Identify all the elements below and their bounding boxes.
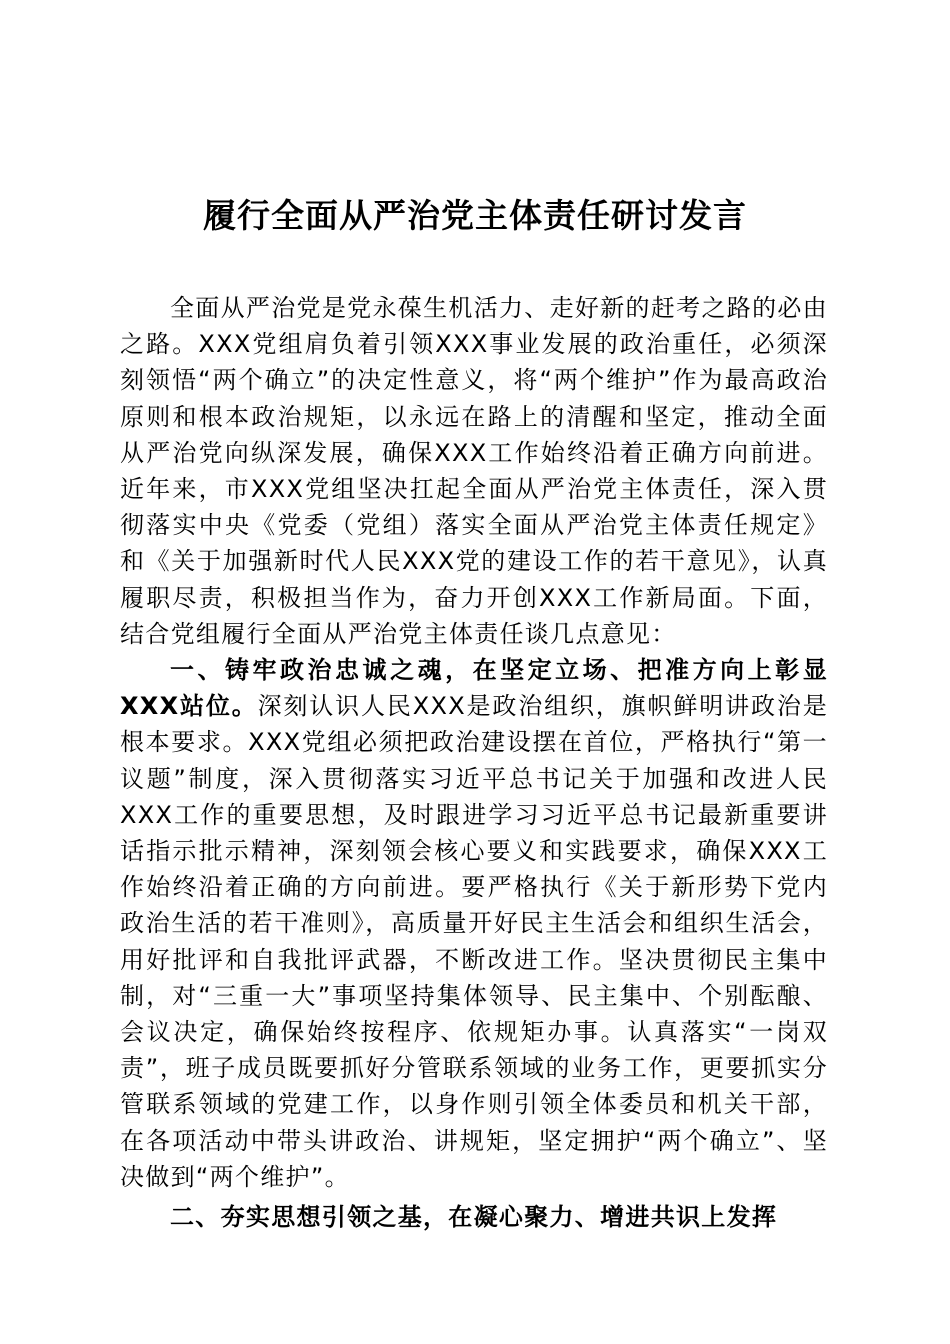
intro-paragraph-text: 全面从严治党是党永葆生机活力、走好新的赶考之路的必由之路。XXX党组肩负着引领XXX事业发展的政治重任，必须深刻领悟“两个确立”的决定性意义，将“两个维护”作为最高政治原则和根本政治规矩，以永远在路上的清醒和坚定，推动全面从严治党向纵深发展，确保XXX工作始终沿着正确方向前进。近年来，市XXX党组坚决扛起全面从严治党主体责任，深入贯彻落实中央《党委（党组）落实全面从严治党主体责任规定》和《关于加强新时代人民XXX党的建设工作的若干意见》，认真履职尽责，积极担当作为，奋力开创XXX工作新局面。下面，结合党组履行全面从严治党主体责任谈几点意见： — [120, 294, 828, 648]
intro-paragraph — [120, 290, 828, 652]
document-title: 履行全面从严治党主体责任研讨发言 — [203, 196, 747, 235]
section-two-heading: 二、夯实思想引领之基，在凝心聚力、增进共识上发挥 — [170, 1203, 778, 1232]
section-one-text: 深刻认识人民XXX是政治组织，旗帜鲜明讲政治是根本要求。XXX党组必须把政治建设摆在首位，严格执行“第一议题”制度，深入贯彻落实习近平总书记关于加强和改进人民XXX工作的重要思想，及时跟进学习习近平总书记最新重要讲话指示批示精神，深刻领会核心要义和实践要求，确保XXX工作始终沿着正确的方向前进。要严格执行《关于新形势下党内政治生活的若干准则》，高质量开好民主生活会和组织生活会，用好批评和自我批评武器，不断改进工作。坚决贯彻民主集中制，对“三重一大”事项坚持集体领导、民主集中、个别酝酿、会议决定，确保始终按程序、依规矩办事。认真落实“一岗双责”，班子成员既要抓好分管联系领域的业务工作，更要抓实分管联系领域的党建工作，以身作则引领全体委员和机关干部，在各项活动中带头讲政治、讲规矩，坚定拥护“两个确立”、坚决做到“两个维护”。 — [120, 692, 829, 1191]
document-body — [120, 290, 828, 1235]
section-one-paragraph — [120, 652, 828, 1195]
section-two-paragraph — [120, 1199, 828, 1235]
section-one-heading: 一、铸牢政治忠诚之魂，在坚定立场、把准方向上彰显XXX站位。 — [120, 656, 828, 721]
